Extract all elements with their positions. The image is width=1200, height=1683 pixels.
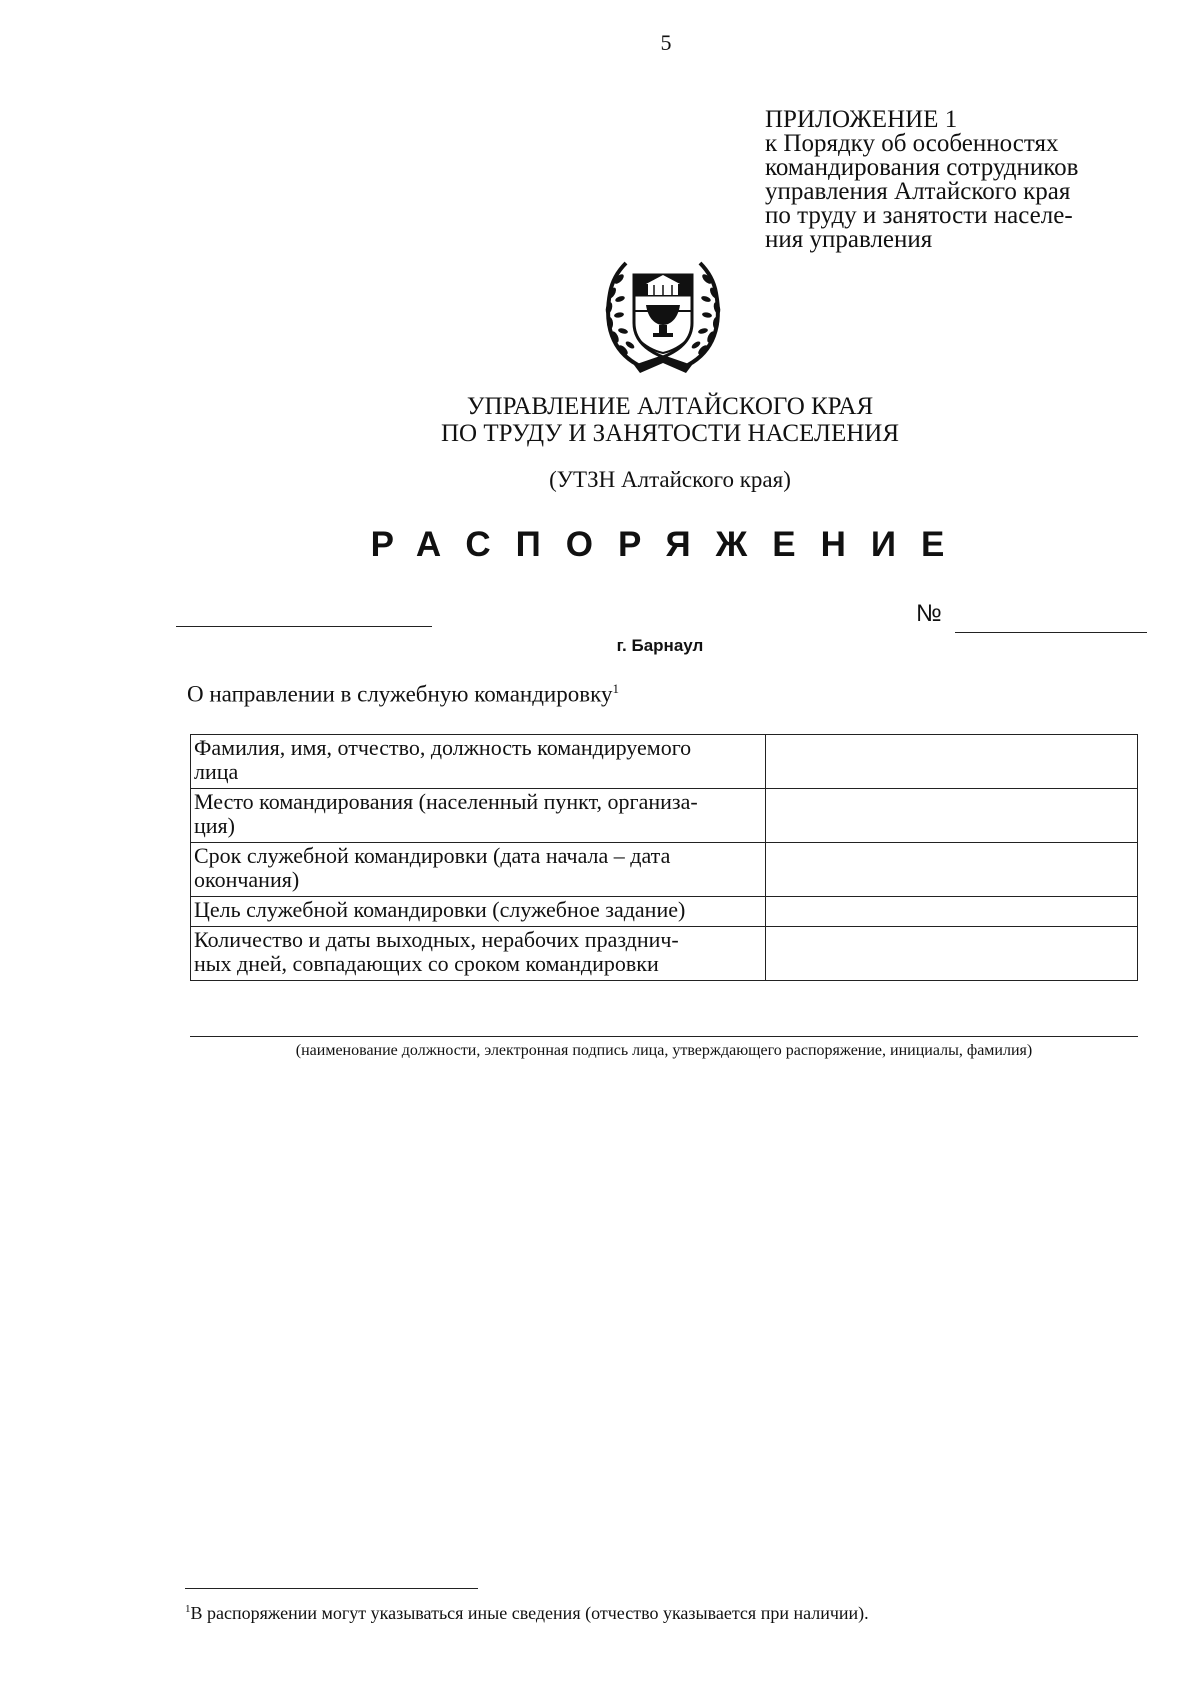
appendix-line: командирования сотрудников	[765, 154, 1079, 181]
row-label	[191, 843, 766, 897]
row-label-line: Фамилия, имя, отчество, должность командируемого	[194, 735, 692, 760]
row-label	[191, 897, 766, 927]
appendix-block	[765, 108, 1078, 252]
document-type-title: РАСПОРЯЖЕНИЕ	[370, 525, 970, 564]
row-label	[191, 789, 766, 843]
table-row	[191, 735, 1138, 789]
appendix-line: к Порядку об особенностях	[765, 130, 1059, 157]
row-label-line: Количество и даты выходных, нерабочих празднич-	[194, 927, 679, 952]
row-label-line: ция)	[194, 813, 235, 838]
organization-abbreviation: (УТЗН Алтайского края)	[549, 467, 791, 492]
org-name-line1: УПРАВЛЕНИЕ АЛТАЙСКОГО КРАЯ	[466, 393, 874, 420]
row-value-cell[interactable]	[766, 927, 1138, 981]
trip-details-table	[190, 734, 1138, 981]
table-row	[191, 789, 1138, 843]
number-label: №	[916, 600, 942, 627]
coat-of-arms-icon	[598, 253, 728, 378]
row-label-line: окончания)	[194, 867, 300, 892]
page-number: 5	[660, 30, 672, 55]
row-label	[191, 735, 766, 789]
city-label: г. Барнаул	[616, 636, 704, 655]
row-label-line: Место командирования (населенный пункт, организа-	[194, 789, 698, 814]
signature-line	[190, 1036, 1138, 1037]
table-row	[191, 927, 1138, 981]
row-value-cell[interactable]	[766, 897, 1138, 927]
number-field-line	[955, 632, 1147, 633]
footnote-marker: 1	[185, 1603, 191, 1615]
appendix-title: ПРИЛОЖЕНИЕ 1	[765, 106, 958, 133]
row-label-line: Цель служебной командировки (служебное задание)	[194, 897, 686, 922]
footnote	[185, 1603, 869, 1624]
table-row	[191, 843, 1138, 897]
subject-line	[187, 681, 619, 708]
subject-text: О направлении в служебную командировку	[187, 681, 613, 707]
organization-name	[300, 393, 1040, 447]
row-label	[191, 927, 766, 981]
row-label-line: лица	[194, 759, 239, 784]
footnote-reference: 1	[612, 681, 619, 696]
date-field-line	[176, 626, 432, 627]
org-name-line2: ПО ТРУДУ И ЗАНЯТОСТИ НАСЕЛЕНИЯ	[440, 420, 900, 447]
row-value-cell[interactable]	[766, 843, 1138, 897]
appendix-line: по труду и занятости населе-	[765, 202, 1073, 229]
footnote-separator	[185, 1588, 478, 1589]
row-label-line: ных дней, совпадающих со сроком командировки	[194, 951, 659, 976]
row-value-cell[interactable]	[766, 735, 1138, 789]
table-row	[191, 897, 1138, 927]
appendix-line: управления Алтайского края	[765, 178, 1071, 205]
row-value-cell[interactable]	[766, 789, 1138, 843]
appendix-line: ния управления	[765, 226, 933, 253]
footnote-text: В распоряжении могут указываться иные сведения (отчество указывается при наличии).	[190, 1603, 869, 1623]
row-label-line: Срок служебной командировки (дата начала – дата	[194, 843, 671, 868]
signature-caption: (наименование должности, электронная подпись лица, утверждающего распоряжение, инициалы, фамилия)	[295, 1042, 1033, 1059]
